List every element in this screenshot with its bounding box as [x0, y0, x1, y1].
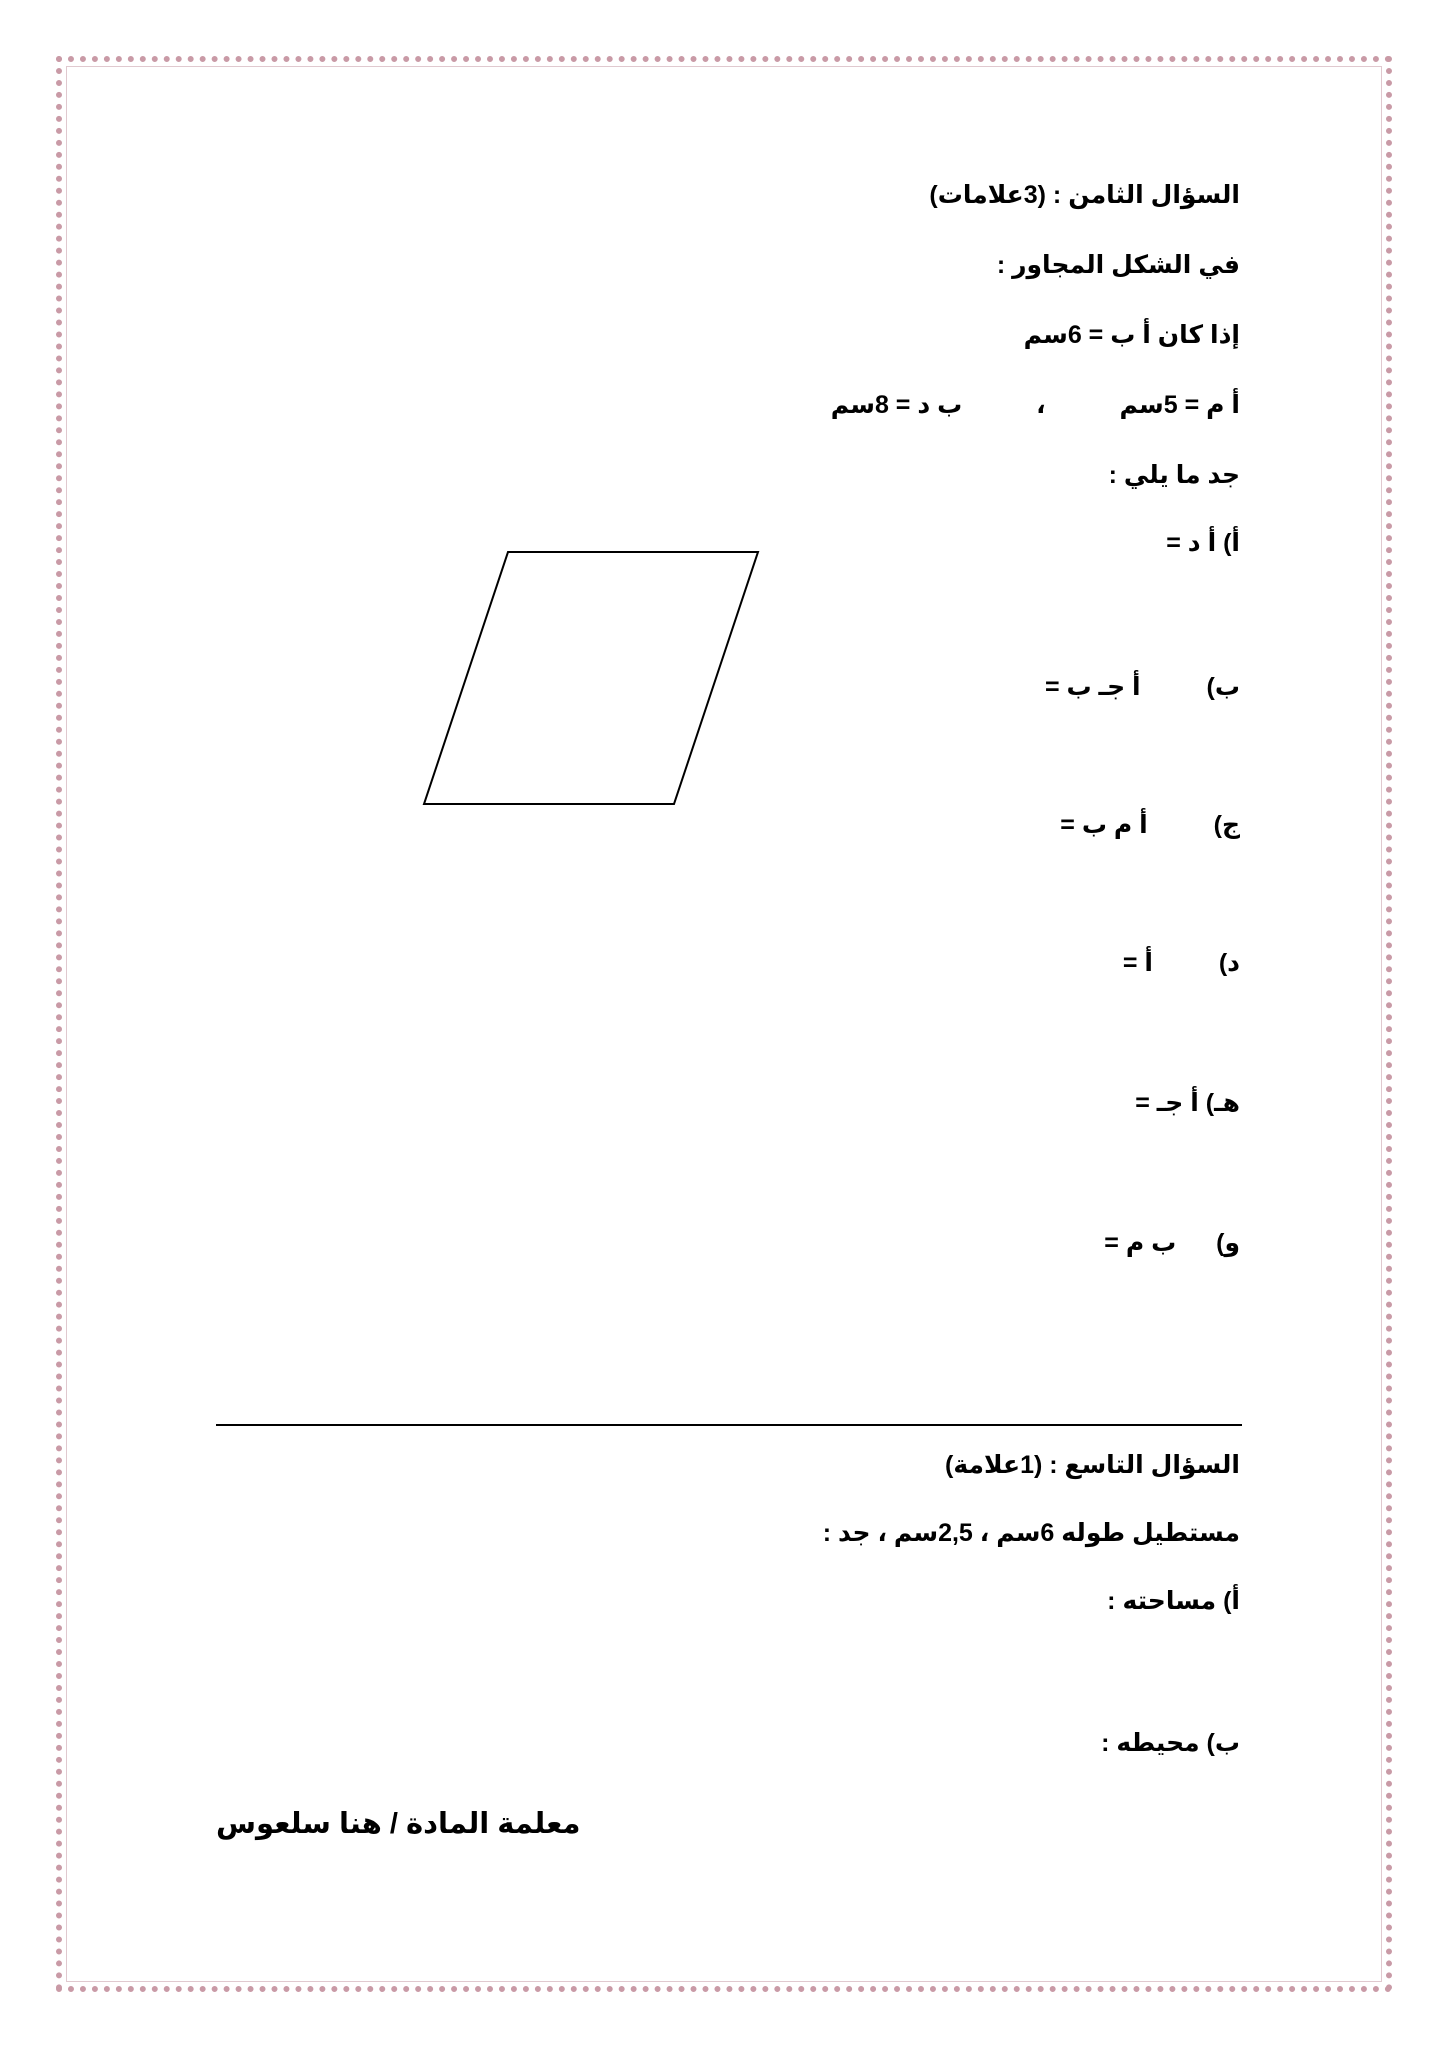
item-expression: ب م =	[1104, 1229, 1177, 1257]
part-text: محيطه :	[1101, 1729, 1200, 1757]
item-expression: أ م ب =	[1060, 811, 1148, 839]
item-label: ج)	[1213, 811, 1240, 839]
teacher-signature: معلمة المادة / هنا سلعوس	[216, 1808, 581, 1840]
question9-part-a	[1107, 1586, 1240, 1616]
item-expression: أ جـ ب =	[1044, 673, 1141, 701]
item-label: ب)	[1206, 673, 1240, 701]
question9-statement: مستطيل طوله 6سم ، 2,5سم ، جد :	[822, 1519, 1240, 1547]
section-divider	[216, 1424, 1242, 1426]
question8-title: السؤال الثامن : (3علامات)	[929, 181, 1240, 209]
question8-item-d	[1123, 948, 1240, 978]
question8-item-e	[1135, 1088, 1240, 1118]
item-expression: أ =	[1122, 949, 1153, 977]
decorative-border-inner	[66, 66, 1382, 1982]
question8-item-c	[1060, 810, 1240, 840]
item-label: أ)	[1223, 529, 1240, 557]
item-label: د)	[1218, 949, 1240, 977]
item-expression: أ د =	[1166, 529, 1217, 557]
given-bd: ب د = 8سم	[830, 391, 963, 419]
question8-prompt: جد ما يلي :	[1108, 461, 1240, 489]
parallelogram-shape	[424, 552, 758, 804]
part-label: ب)	[1206, 1729, 1240, 1757]
item-expression: أ جـ =	[1135, 1089, 1199, 1117]
given-separator: ،	[1036, 391, 1046, 419]
item-label: هـ)	[1205, 1089, 1240, 1117]
question8-intro: في الشكل المجاور :	[996, 251, 1240, 279]
question8-item-a	[1166, 528, 1240, 558]
parallelogram-figure	[420, 548, 770, 818]
question9-title: السؤال التاسع : (1علامة)	[945, 1451, 1240, 1479]
question8-given-1: إذا كان أ ب = 6سم	[1023, 321, 1240, 349]
question8-given-2	[831, 390, 1240, 420]
part-label: أ)	[1223, 1587, 1240, 1615]
question9-part-b	[1101, 1728, 1240, 1758]
item-label: و)	[1216, 1229, 1240, 1257]
question8-item-f	[1104, 1228, 1240, 1258]
question8-item-b	[1045, 672, 1240, 702]
given-am: أ م = 5سم	[1119, 391, 1240, 419]
part-text: مساحته :	[1107, 1587, 1217, 1615]
